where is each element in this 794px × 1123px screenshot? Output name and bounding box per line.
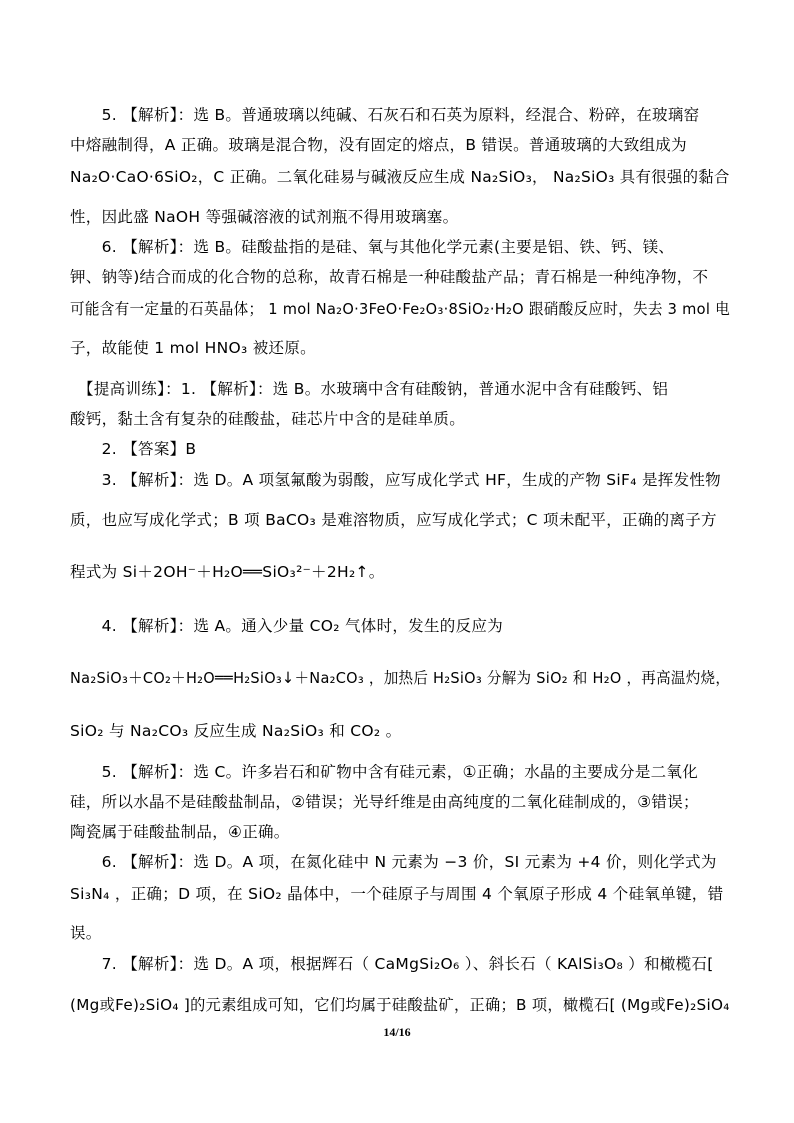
- text-line: 钾、钠等)结合而成的化合物的总称，故青石棉是一种硅酸盐产品；青石棉是一种纯净物，不: [70, 268, 709, 286]
- text-line: Na₂SiO₃＋CO₂＋H₂O══H₂SiO₃↓＋Na₂CO₃ ，加热后 H₂SiO₃ 分解为 SiO₂ 和 H₂O ，再高温灼烧，: [70, 669, 731, 687]
- text-line: 陶瓷属于硅酸盐制品，④正确。: [70, 823, 290, 841]
- text-line: 质，也应写成化学式；B 项 BaCO₃ 是难溶物质，应写成化学式；C 项未配平，正确的离子方: [70, 511, 717, 529]
- text-line: 硅，所以水晶不是硅酸盐制品，②错误；光导纤维是由高纯度的二氧化硅制成的，③错误；: [70, 793, 699, 811]
- text-line: 性，因此盛 NaOH 等强碱溶液的试剂瓶不得用玻璃塞。: [70, 208, 459, 226]
- text-line: 4. 【解析】：选 A。通入少量 CO₂ 气体时，发生的反应为: [70, 617, 503, 635]
- text-line: 子，故能使 1 mol HNO₃ 被还原。: [70, 339, 316, 357]
- text-line: 误。: [70, 924, 102, 942]
- text-line: 可能含有一定量的石英晶体； 1 mol Na₂O·3FeO·Fe₂O₃·8SiO₂·H₂O 跟硝酸反应时，失去 3 mol 电: [70, 300, 730, 318]
- text-line: 2. 【答案】B: [70, 440, 197, 458]
- text-line: 酸钙，黏土含有复杂的硅酸盐，硅芯片中含的是硅单质。: [70, 410, 466, 428]
- text-line: SiO₂ 与 Na₂CO₃ 反应生成 Na₂SiO₃ 和 CO₂ 。: [70, 722, 402, 740]
- text-line: 6. 【解析】：选 B。硅酸盐指的是硅、氧与其他化学元素(主要是铝、铁、钙、镁、: [70, 238, 675, 256]
- text-line: 【提高训练】：1. 【解析】：选 B。水玻璃中含有硅酸钠，普通水泥中含有硅酸钙、铝: [70, 380, 669, 398]
- text-line: 5. 【解析】：选 C。许多岩石和矿物中含有硅元素，①正确；水晶的主要成分是二氧化: [70, 763, 699, 781]
- page-number: 14/16: [383, 1025, 411, 1039]
- text-line: 程式为 Si＋2OH⁻＋H₂O══SiO₃²⁻＋2H₂↑。: [70, 563, 385, 581]
- text-line: (Mg或Fe)₂SiO₄ ]的元素组成可知，它们均属于硅酸盐矿，正确；B 项，橄榄石[ (Mg或Fe)₂SiO₄: [70, 996, 730, 1014]
- text-line: 6. 【解析】：选 D。A 项，在氮化硅中 N 元素为 −3 价，SI 元素为 +4 价，则化学式为: [70, 853, 717, 871]
- text-line: Si₃N₄ ，正确；D 项，在 SiO₂ 晶体中，一个硅原子与周围 4 个氧原子形成 4 个硅氧单键，错: [70, 885, 724, 903]
- text-line: 5. 【解析】：选 B。普通玻璃以纯碱、石灰石和石英为原料，经混合、粉碎，在玻璃窑: [70, 106, 700, 124]
- text-line: 3. 【解析】：选 D。A 项氢氟酸为弱酸，应写成化学式 HF，生成的产物 SiF₄ 是挥发性物: [70, 471, 721, 489]
- text-line: 7. 【解析】：选 D。A 项，根据辉石（ CaMgSi₂O₆ ）、斜长石（ KAlSi₃O₈ ）和橄榄石[: [70, 955, 714, 973]
- text-line: 中熔融制得，A 正确。玻璃是混合物，没有固定的熔点，B 错误。普通玻璃的大致组成为: [70, 136, 687, 154]
- text-line: Na₂O·CaO·6SiO₂，C 正确。二氧化硅易与碱液反应生成 Na₂SiO₃， Na₂SiO₃ 具有很强的黏合: [70, 168, 730, 186]
